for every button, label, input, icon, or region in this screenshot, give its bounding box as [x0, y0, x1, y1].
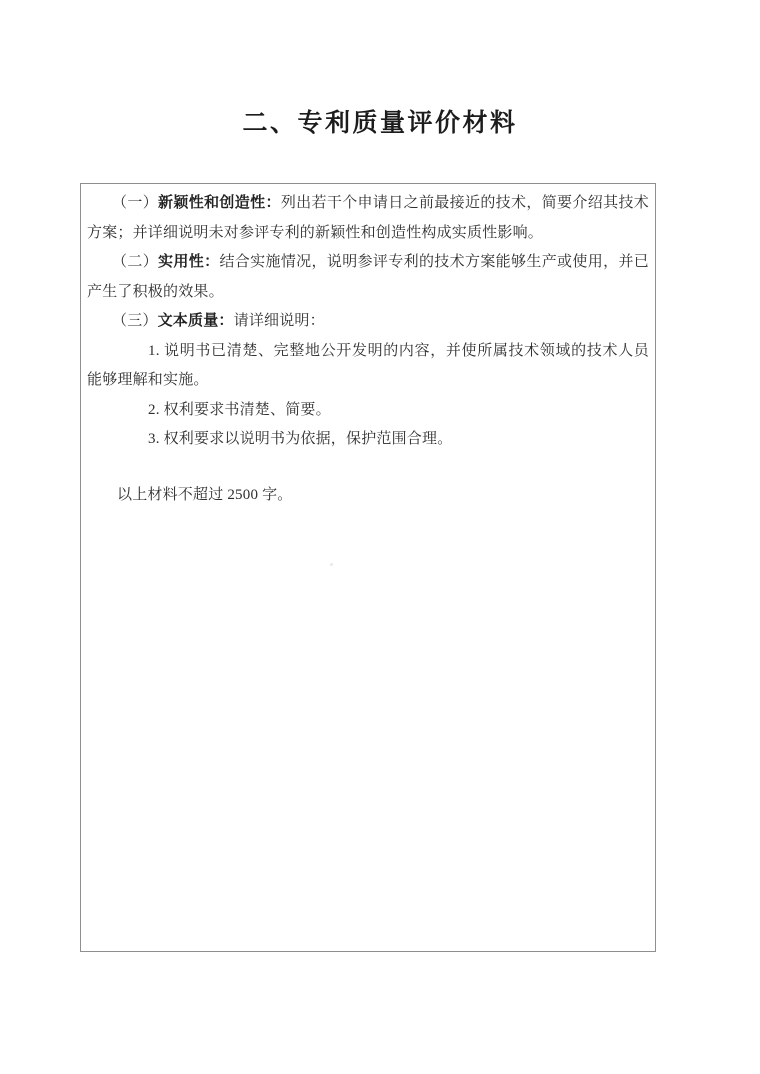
scan-artifact	[330, 563, 333, 566]
paragraph-text-quality	[87, 307, 649, 337]
paragraph-text: 请详细说明：	[233, 313, 325, 329]
paragraph-label: 新颖性和创造性：	[158, 195, 281, 211]
paragraph-label: 实用性：	[158, 254, 220, 270]
paragraph-prefix: （一）	[112, 195, 159, 211]
page-title: 二、专利质量评价材料	[242, 110, 518, 137]
paragraph-prefix: （二）	[112, 254, 159, 270]
paragraph-label: 文本质量：	[157, 313, 234, 329]
list-item-specification: 1. 说明书已清楚、完整地公开发明的内容，并使所属技术领域的技术人员能够理解和实施。	[87, 342, 649, 388]
word-limit-note: 以上材料不超过 2500 字。	[117, 486, 293, 503]
paragraph-practicality	[87, 248, 649, 307]
list-item-claims-basis: 3. 权利要求以说明书为依据，保护范围合理。	[148, 431, 453, 447]
list-item-claims-clear: 2. 权利要求书清楚、简要。	[148, 401, 331, 418]
content-box	[80, 183, 656, 952]
paragraph-text: 结合实施情况，说明参评专利的技术方案能够生产或使用，并已产生了积极的效果。	[87, 254, 649, 300]
paragraph-novelty-creativity	[87, 189, 649, 248]
paragraph-prefix: （三）	[112, 313, 158, 329]
paragraph-text: 列出若干个申请日之前最接近的技术，简要介绍其技术方案；并详细说明未对参评专利的新颖性和创造性构成实质性影响。	[87, 195, 649, 241]
